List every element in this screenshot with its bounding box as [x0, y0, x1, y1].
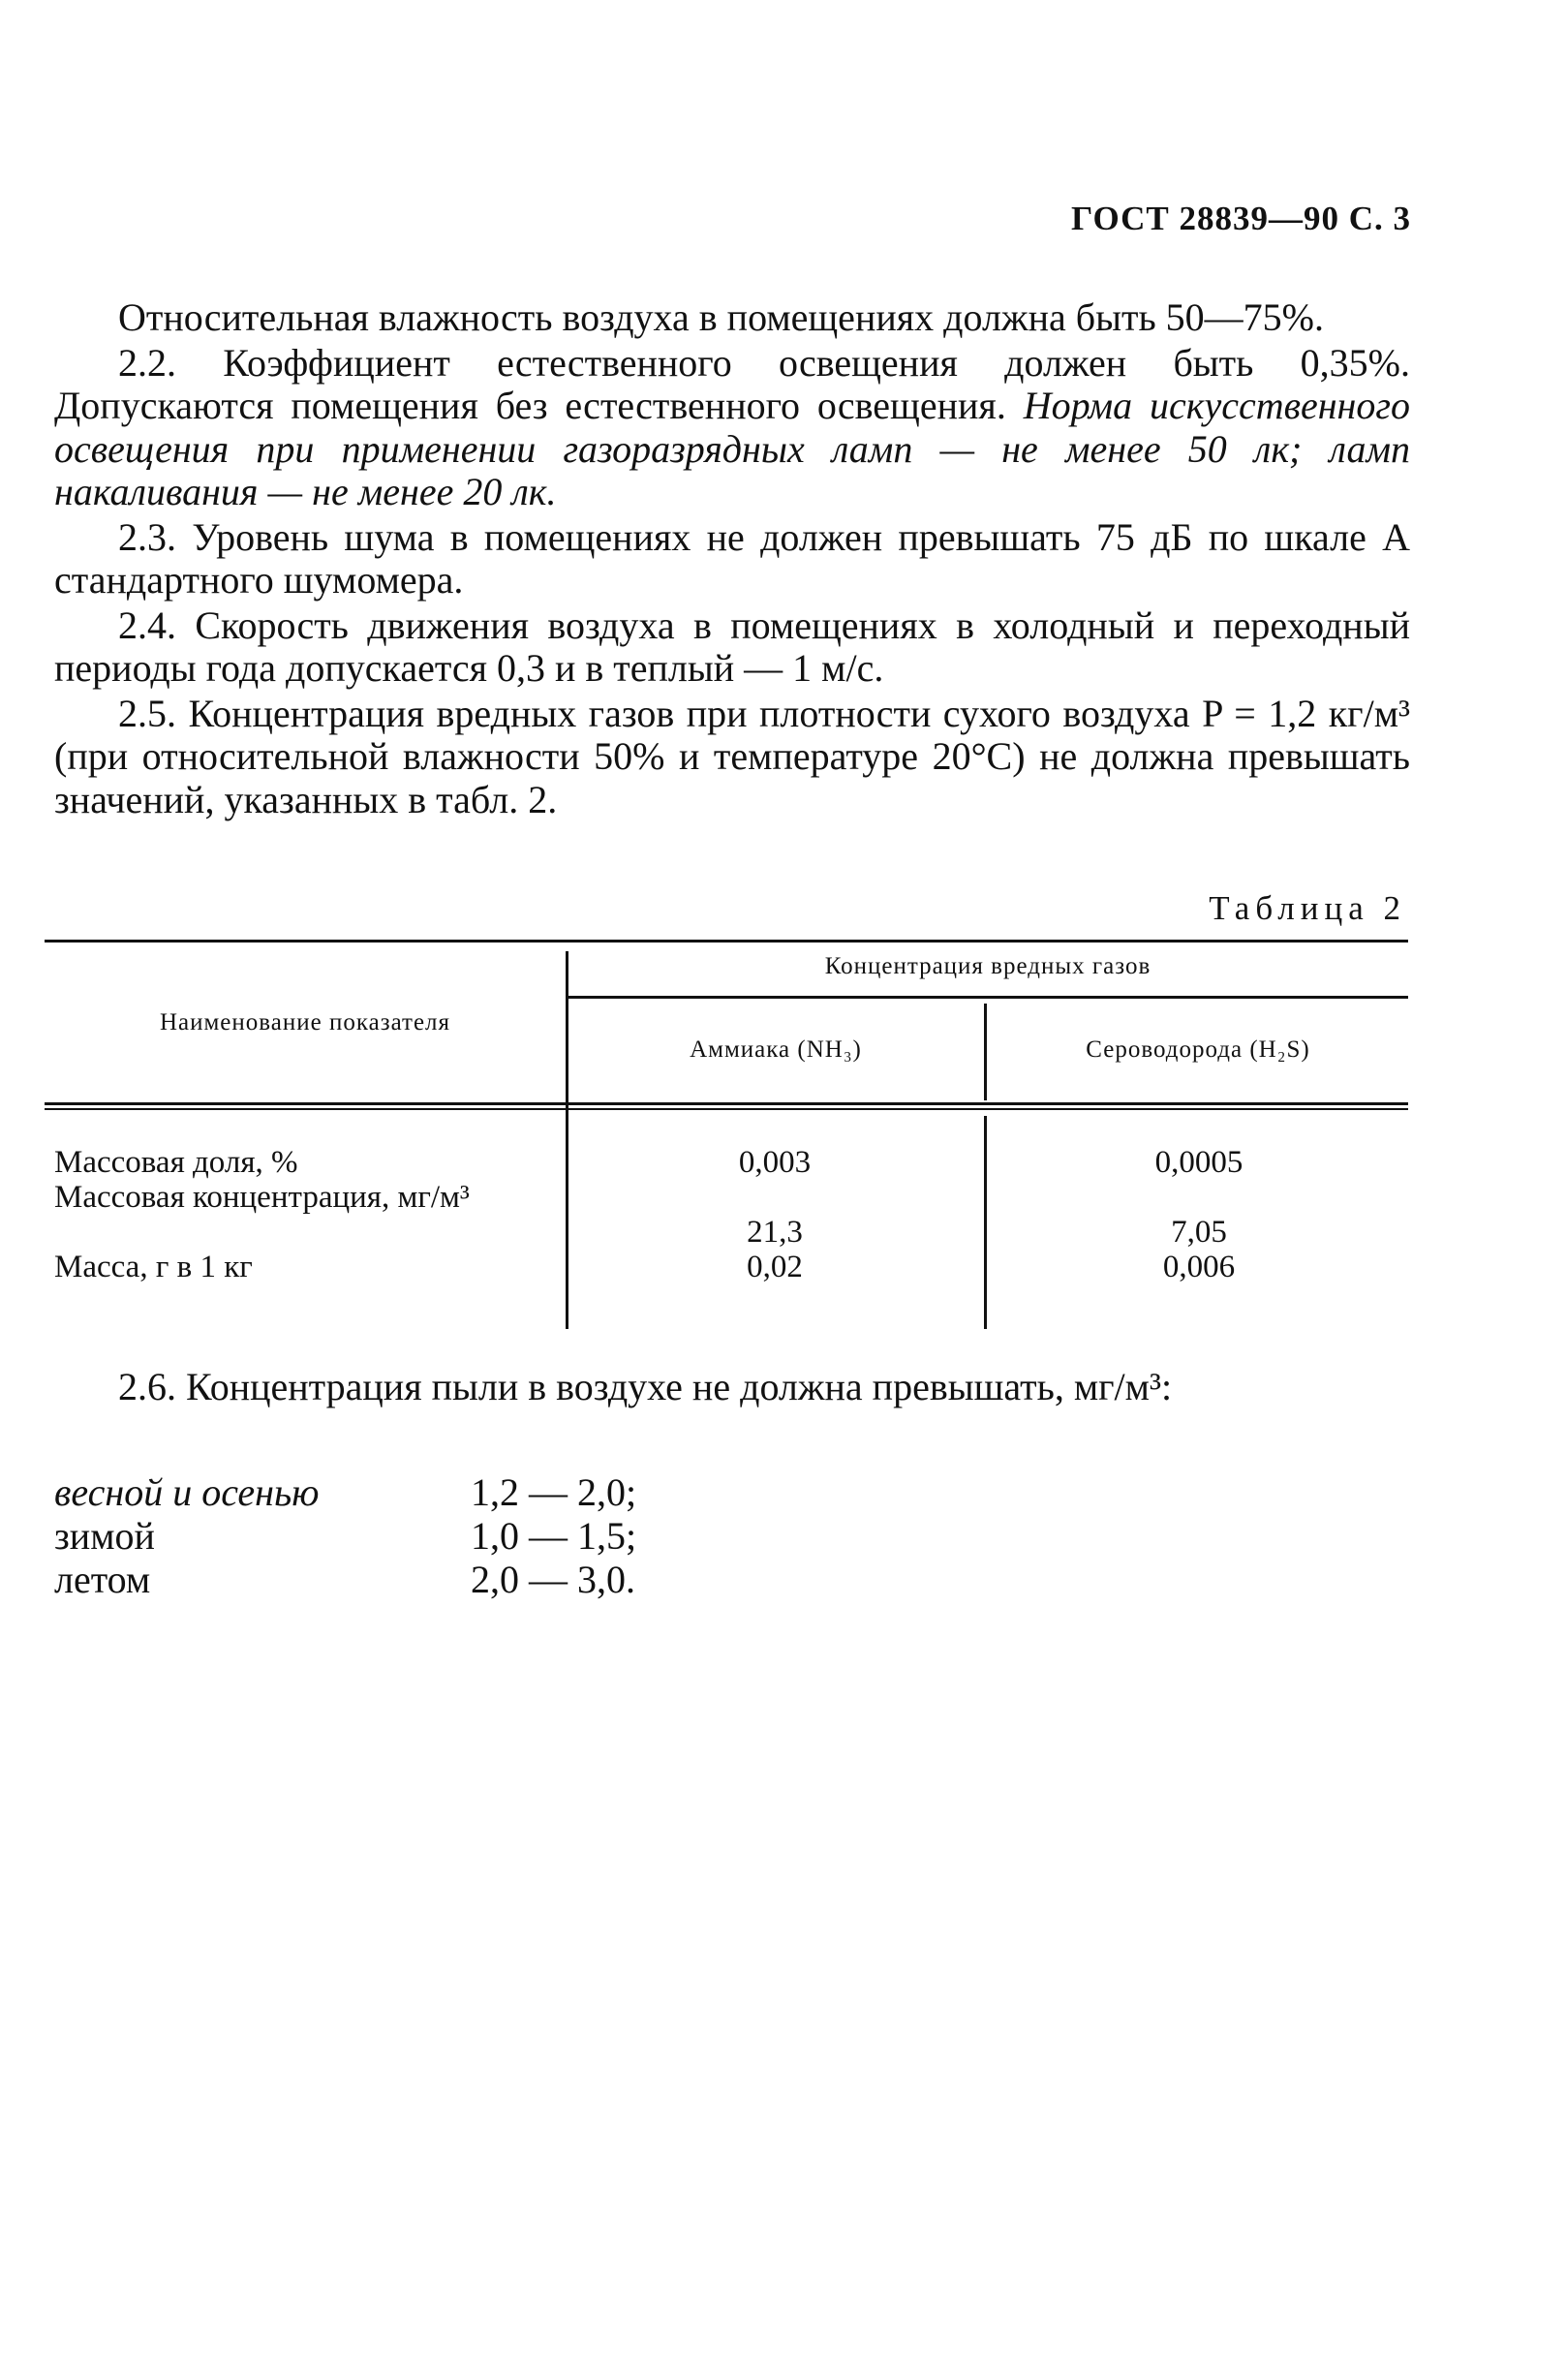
- table-caption: Таблица 2: [1209, 889, 1406, 927]
- season-range: 1,0 — 1,5;: [471, 1514, 637, 1558]
- paragraph-2-2: [54, 342, 1410, 514]
- header-indicator-name: Наименование показателя: [159, 1009, 451, 1035]
- paragraph-2-3: [54, 516, 1410, 603]
- paragraph-2-2-text-b: Норма искусственного освещения при применении газоразрядных: [54, 384, 1411, 471]
- table-top-rule: [45, 940, 1408, 943]
- table-col-divider-2: [984, 1004, 987, 1100]
- paragraph-2-2-text-c: ламп — не менее 50 лк; ламп накаливания — не менее 20 лк.: [54, 426, 1410, 513]
- paragraph-2-6-body: [54, 1366, 1410, 1408]
- table-header-rule: [45, 1102, 1408, 1105]
- row-label-mass-fraction: Массовая доля, %: [54, 1145, 298, 1180]
- paragraph-2-2-text-a: 2.2. Коэффициент естественного освещения должен быть 0,35%. Допускаются помещения без естественного освещения.: [54, 340, 1410, 427]
- paragraph-2-6-text: 2.6. Концентрация пыли в воздухе не должна превышать, мг/м³:: [118, 1365, 1173, 1408]
- season-range: 2,0 — 3,0.: [471, 1558, 635, 1601]
- list-item: [54, 1514, 636, 1558]
- page-header: ГОСТ 28839—90 С. 3: [1071, 200, 1411, 237]
- list-item: [54, 1470, 636, 1514]
- list-item: [54, 1558, 636, 1601]
- paragraph-2-4: [54, 604, 1410, 691]
- row-label-mass-concentration: Массовая концентрация, мг/м³: [54, 1180, 470, 1215]
- paragraph-2-3-text: 2.3. Уровень шума в помещениях не должен превышать 75 дБ по шкале A стандартного шумомера.: [54, 514, 1410, 602]
- paragraph-2-5: [54, 693, 1410, 822]
- season-list: [54, 1470, 636, 1601]
- header-gas-group: Концентрация вредных газов: [824, 953, 1151, 979]
- cell-ammonia-mass-per-kg: 0,02: [747, 1250, 803, 1284]
- body-text: [54, 296, 1410, 823]
- cell-h2s-mass-concentration: 7,05: [1171, 1215, 1227, 1250]
- paragraph-2-6: [54, 1366, 1410, 1410]
- paragraph-humidity-text: Относительная влажность воздуха в помещениях должна быть 50—75%.: [118, 295, 1324, 339]
- table-group-rule: [568, 996, 1408, 999]
- season-range: 1,2 — 2,0;: [471, 1470, 637, 1514]
- paragraph-humidity: [54, 296, 1410, 340]
- season-name: весной и осенью: [54, 1470, 320, 1514]
- cell-ammonia-mass-fraction: 0,003: [738, 1145, 812, 1180]
- paragraph-2-4-text: 2.4. Скорость движения воздуха в помещениях в холодный и переходный периоды года допускается 0,3 и в теплый — 1 м/с.: [54, 603, 1410, 690]
- season-name: летом: [54, 1558, 151, 1601]
- concentration-table: [45, 940, 1408, 1327]
- cell-h2s-mass-per-kg: 0,006: [1162, 1250, 1236, 1284]
- paragraph-2-5-text: 2.5. Концентрация вредных газов при плотности сухого воздуха P = 1,2 кг/м³ (при относительной влажности 50% и температуре 20°С) не должна превышать значений, указанных в табл. 2.: [54, 691, 1410, 821]
- header-h2s: Сероводорода (H₂S): [1086, 1036, 1310, 1063]
- season-name: зимой: [54, 1514, 155, 1558]
- cell-h2s-mass-fraction: 0,0005: [1154, 1145, 1244, 1180]
- cell-ammonia-mass-concentration: 21,3: [747, 1215, 803, 1250]
- table-header-rule-2: [45, 1108, 1408, 1110]
- row-label-mass-per-kg: Масса, г в 1 кг: [54, 1250, 253, 1284]
- table-col-divider-2-body: [984, 1116, 987, 1329]
- header-ammonia: Аммиака (NH₃): [690, 1036, 862, 1063]
- table-col-divider-1: [566, 951, 568, 1329]
